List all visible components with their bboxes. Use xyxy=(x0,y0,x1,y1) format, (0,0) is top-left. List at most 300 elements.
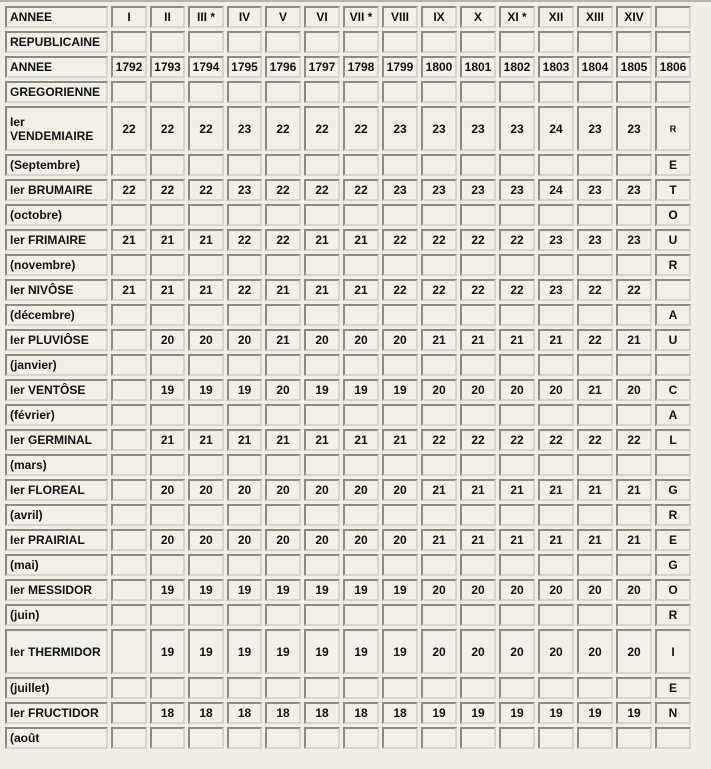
table-cell xyxy=(150,677,185,699)
table-cell xyxy=(343,404,379,426)
table-cell xyxy=(616,31,652,53)
table-cell: 22 xyxy=(499,429,535,451)
table-row xyxy=(5,106,691,151)
table-cell: 1794 xyxy=(188,56,224,78)
table-cell: 1795 xyxy=(227,56,262,78)
table-cell: 22 xyxy=(150,106,185,151)
table-cell xyxy=(616,727,652,749)
row-label: (Septembre) xyxy=(5,154,108,176)
table-cell xyxy=(188,677,224,699)
table-cell xyxy=(460,304,496,326)
table-cell: 20 xyxy=(499,379,535,401)
side-cell: O xyxy=(655,204,691,226)
table-cell: 22 xyxy=(188,106,224,151)
table-cell xyxy=(460,204,496,226)
table-cell xyxy=(150,81,185,103)
table-row xyxy=(5,56,691,78)
table-cell xyxy=(421,677,457,699)
table-cell: 20 xyxy=(538,579,574,601)
table-cell xyxy=(227,304,262,326)
table-cell: 21 xyxy=(188,429,224,451)
table-cell xyxy=(616,404,652,426)
table-cell: 1792 xyxy=(111,56,147,78)
table-cell: 22 xyxy=(460,279,496,301)
table-cell: 20 xyxy=(460,579,496,601)
table-row xyxy=(5,31,691,53)
table-cell: 21 xyxy=(499,529,535,551)
table-cell: XIV xyxy=(616,6,652,28)
table-cell xyxy=(421,154,457,176)
table-cell xyxy=(150,604,185,626)
table-cell: 20 xyxy=(538,379,574,401)
table-cell xyxy=(577,604,613,626)
table-cell: 20 xyxy=(421,379,457,401)
side-cell xyxy=(655,31,691,53)
table-cell xyxy=(538,154,574,176)
table-cell: 1804 xyxy=(577,56,613,78)
row-label: Ier FRIMAIRE xyxy=(5,229,108,251)
table-cell: 18 xyxy=(343,702,379,724)
table-cell: XIII xyxy=(577,6,613,28)
table-cell xyxy=(304,204,340,226)
table-cell xyxy=(616,677,652,699)
table-cell: 19 xyxy=(265,579,301,601)
table-cell: 20 xyxy=(460,629,496,674)
table-cell: 21 xyxy=(304,279,340,301)
table-cell xyxy=(499,254,535,276)
side-cell xyxy=(655,354,691,376)
table-cell xyxy=(460,554,496,576)
side-cell: R xyxy=(655,254,691,276)
table-cell: 22 xyxy=(499,229,535,251)
table-cell: 19 xyxy=(265,629,301,674)
table-cell: 19 xyxy=(616,702,652,724)
table-cell xyxy=(111,404,147,426)
table-cell: 22 xyxy=(382,279,418,301)
table-cell xyxy=(382,31,418,53)
table-cell xyxy=(150,554,185,576)
table-cell: XII xyxy=(538,6,574,28)
table-cell xyxy=(227,254,262,276)
table-cell xyxy=(150,504,185,526)
table-cell: 20 xyxy=(265,529,301,551)
table-cell xyxy=(111,454,147,476)
table-cell xyxy=(616,354,652,376)
side-cell: E xyxy=(655,677,691,699)
table-row xyxy=(5,702,691,724)
table-cell: 20 xyxy=(460,379,496,401)
table-cell xyxy=(265,254,301,276)
row-label: GREGORIENNE xyxy=(5,81,108,103)
table-cell: 19 xyxy=(499,702,535,724)
table-cell: 23 xyxy=(616,229,652,251)
side-cell: C xyxy=(655,379,691,401)
table-cell xyxy=(616,604,652,626)
table-cell xyxy=(499,204,535,226)
table-cell: 22 xyxy=(304,106,340,151)
table-cell xyxy=(265,554,301,576)
table-cell: 22 xyxy=(616,429,652,451)
row-label: (août xyxy=(5,727,108,749)
table-cell xyxy=(111,81,147,103)
row-label: Ier FRUCTIDOR xyxy=(5,702,108,724)
table-cell xyxy=(382,304,418,326)
table-cell xyxy=(577,254,613,276)
table-cell: 21 xyxy=(304,229,340,251)
table-cell: 21 xyxy=(421,329,457,351)
table-cell: I xyxy=(111,6,147,28)
table-cell xyxy=(460,31,496,53)
table-cell: 22 xyxy=(382,229,418,251)
table-cell xyxy=(111,629,147,674)
table-cell xyxy=(343,354,379,376)
table-cell: 19 xyxy=(304,629,340,674)
table-cell: X xyxy=(460,6,496,28)
table-cell: 23 xyxy=(577,179,613,201)
table-cell: 22 xyxy=(577,429,613,451)
table-cell: 22 xyxy=(265,106,301,151)
table-cell xyxy=(616,554,652,576)
row-label: (octobre) xyxy=(5,204,108,226)
table-cell: 1800 xyxy=(421,56,457,78)
table-cell xyxy=(227,677,262,699)
table-cell xyxy=(188,154,224,176)
table-cell: 19 xyxy=(188,629,224,674)
table-cell: 20 xyxy=(343,529,379,551)
table-cell: 22 xyxy=(227,229,262,251)
table-cell: 20 xyxy=(577,579,613,601)
table-cell xyxy=(460,677,496,699)
table-row xyxy=(5,81,691,103)
table-cell xyxy=(577,727,613,749)
table-cell: 21 xyxy=(343,429,379,451)
table-cell xyxy=(421,81,457,103)
side-cell: O xyxy=(655,579,691,601)
table-cell xyxy=(111,504,147,526)
table-cell xyxy=(111,677,147,699)
table-cell xyxy=(265,354,301,376)
table-cell xyxy=(421,604,457,626)
table-cell xyxy=(499,727,535,749)
table-cell xyxy=(616,454,652,476)
table-cell: V xyxy=(265,6,301,28)
table-cell xyxy=(343,31,379,53)
table-cell: VIII xyxy=(382,6,418,28)
side-cell xyxy=(655,6,691,28)
table-cell: 22 xyxy=(265,229,301,251)
table-cell: 19 xyxy=(382,629,418,674)
table-cell: 22 xyxy=(304,179,340,201)
side-cell: I xyxy=(655,629,691,674)
table-cell xyxy=(111,554,147,576)
table-row xyxy=(5,529,691,551)
table-cell xyxy=(343,204,379,226)
table-cell: 19 xyxy=(343,579,379,601)
table-cell xyxy=(343,504,379,526)
table-cell: 21 xyxy=(382,429,418,451)
table-cell xyxy=(499,554,535,576)
table-cell: 19 xyxy=(304,579,340,601)
table-cell: II xyxy=(150,6,185,28)
table-cell xyxy=(421,354,457,376)
table-cell: 22 xyxy=(421,429,457,451)
table-cell: 22 xyxy=(616,279,652,301)
table-cell xyxy=(150,304,185,326)
table-row xyxy=(5,179,691,201)
table-cell: 20 xyxy=(538,629,574,674)
table-cell: 1793 xyxy=(150,56,185,78)
table-cell: 20 xyxy=(421,629,457,674)
table-cell xyxy=(382,504,418,526)
table-row xyxy=(5,254,691,276)
table-cell: 20 xyxy=(616,579,652,601)
table-cell xyxy=(460,154,496,176)
table-cell xyxy=(343,254,379,276)
table-cell xyxy=(227,454,262,476)
table-cell: 21 xyxy=(460,529,496,551)
table-cell xyxy=(265,31,301,53)
table-cell: 19 xyxy=(227,629,262,674)
table-cell: 21 xyxy=(499,329,535,351)
table-cell: 23 xyxy=(499,106,535,151)
table-cell: 21 xyxy=(343,229,379,251)
table-cell: 22 xyxy=(499,279,535,301)
row-label: Ier THERMIDOR xyxy=(5,629,108,674)
table-cell: 1803 xyxy=(538,56,574,78)
table-cell: 23 xyxy=(382,106,418,151)
table-cell xyxy=(538,554,574,576)
table-cell xyxy=(421,404,457,426)
table-cell: 21 xyxy=(616,479,652,501)
table-cell xyxy=(382,204,418,226)
table-cell xyxy=(111,579,147,601)
table-cell: 19 xyxy=(343,629,379,674)
table-cell xyxy=(343,604,379,626)
table-cell: 23 xyxy=(616,179,652,201)
table-cell: 22 xyxy=(577,329,613,351)
table-cell: 21 xyxy=(188,229,224,251)
table-cell xyxy=(111,529,147,551)
table-cell xyxy=(616,504,652,526)
table-cell xyxy=(382,677,418,699)
table-cell: 19 xyxy=(538,702,574,724)
table-cell xyxy=(111,379,147,401)
table-cell: 21 xyxy=(577,529,613,551)
table-cell: 20 xyxy=(227,479,262,501)
table-row xyxy=(5,304,691,326)
table-cell xyxy=(343,727,379,749)
table-cell xyxy=(227,154,262,176)
side-cell: E xyxy=(655,154,691,176)
table-row xyxy=(5,604,691,626)
table-cell xyxy=(265,154,301,176)
table-cell xyxy=(111,479,147,501)
side-cell xyxy=(655,81,691,103)
table-cell: 21 xyxy=(343,279,379,301)
table-cell: 19 xyxy=(382,379,418,401)
table-cell xyxy=(227,204,262,226)
table-cell: 21 xyxy=(150,279,185,301)
table-cell: 21 xyxy=(111,229,147,251)
table-cell xyxy=(499,454,535,476)
table-cell: 23 xyxy=(227,106,262,151)
table-cell xyxy=(304,254,340,276)
table-cell: 18 xyxy=(227,702,262,724)
table-cell: 20 xyxy=(304,329,340,351)
side-cell: U xyxy=(655,329,691,351)
table-cell xyxy=(343,554,379,576)
table-cell xyxy=(227,354,262,376)
table-cell: 19 xyxy=(460,702,496,724)
table-cell xyxy=(577,554,613,576)
row-label: ANNEE xyxy=(5,56,108,78)
side-cell: R xyxy=(655,504,691,526)
table-cell: 21 xyxy=(460,329,496,351)
table-cell xyxy=(577,81,613,103)
row-label: (février) xyxy=(5,404,108,426)
table-cell xyxy=(188,354,224,376)
table-cell: 21 xyxy=(577,479,613,501)
table-cell xyxy=(304,31,340,53)
table-cell xyxy=(150,254,185,276)
row-label: Ier FLOREAL xyxy=(5,479,108,501)
table-cell xyxy=(460,727,496,749)
table-cell xyxy=(577,304,613,326)
table-cell xyxy=(538,31,574,53)
table-row xyxy=(5,204,691,226)
table-cell: 20 xyxy=(343,479,379,501)
table-cell xyxy=(382,81,418,103)
table-cell xyxy=(227,727,262,749)
table-cell xyxy=(304,454,340,476)
table-cell xyxy=(577,154,613,176)
row-label: (mai) xyxy=(5,554,108,576)
table-cell xyxy=(421,504,457,526)
table-cell xyxy=(111,304,147,326)
table-cell xyxy=(304,727,340,749)
table-cell: 22 xyxy=(111,106,147,151)
table-cell: 20 xyxy=(616,629,652,674)
row-label: Ier MESSIDOR xyxy=(5,579,108,601)
side-cell xyxy=(655,727,691,749)
table-cell: 19 xyxy=(150,579,185,601)
table-cell: 20 xyxy=(150,329,185,351)
table-cell xyxy=(577,31,613,53)
table-cell: 1802 xyxy=(499,56,535,78)
table-row xyxy=(5,229,691,251)
table-cell: IX xyxy=(421,6,457,28)
table-cell: 22 xyxy=(227,279,262,301)
table-cell: 20 xyxy=(304,529,340,551)
table-cell xyxy=(111,254,147,276)
table-cell: 20 xyxy=(188,329,224,351)
side-cell: A xyxy=(655,304,691,326)
table-cell: 22 xyxy=(421,229,457,251)
table-cell xyxy=(538,254,574,276)
table-cell xyxy=(111,354,147,376)
table-cell xyxy=(111,329,147,351)
side-cell xyxy=(655,279,691,301)
table-cell xyxy=(421,454,457,476)
side-cell: G xyxy=(655,479,691,501)
table-cell: 21 xyxy=(188,279,224,301)
table-cell xyxy=(421,204,457,226)
table-cell xyxy=(304,504,340,526)
table-cell xyxy=(421,727,457,749)
table-cell xyxy=(616,254,652,276)
table-cell xyxy=(111,204,147,226)
table-cell xyxy=(421,304,457,326)
table-cell xyxy=(382,254,418,276)
table-cell xyxy=(111,727,147,749)
row-label: Ier NIVÔSE xyxy=(5,279,108,301)
table-cell xyxy=(577,354,613,376)
row-label: Ier VENTÔSE xyxy=(5,379,108,401)
table-cell: 21 xyxy=(265,429,301,451)
table-cell xyxy=(304,304,340,326)
table-cell xyxy=(499,154,535,176)
table-cell xyxy=(421,31,457,53)
table-cell xyxy=(188,504,224,526)
table-cell xyxy=(150,404,185,426)
table-cell xyxy=(227,81,262,103)
table-cell xyxy=(265,504,301,526)
table-row xyxy=(5,404,691,426)
table-cell: 18 xyxy=(382,702,418,724)
table-cell: 22 xyxy=(577,279,613,301)
table-cell: 19 xyxy=(227,379,262,401)
table-cell: 21 xyxy=(616,329,652,351)
row-label: (janvier) xyxy=(5,354,108,376)
table-cell: 20 xyxy=(304,479,340,501)
table-cell xyxy=(265,81,301,103)
table-cell: 21 xyxy=(460,479,496,501)
table-row xyxy=(5,329,691,351)
table-cell: 19 xyxy=(150,629,185,674)
table-cell: 22 xyxy=(150,179,185,201)
table-cell xyxy=(616,81,652,103)
table-cell xyxy=(188,554,224,576)
table-cell xyxy=(188,81,224,103)
table-cell xyxy=(227,554,262,576)
table-row xyxy=(5,629,691,674)
table-cell: 24 xyxy=(538,106,574,151)
table-cell xyxy=(499,354,535,376)
table-cell: 20 xyxy=(265,379,301,401)
table-cell: 19 xyxy=(188,379,224,401)
table-cell xyxy=(265,204,301,226)
table-cell: 1801 xyxy=(460,56,496,78)
table-cell xyxy=(265,677,301,699)
table-cell: 21 xyxy=(265,279,301,301)
table-row xyxy=(5,429,691,451)
table-cell: 21 xyxy=(499,479,535,501)
table-cell xyxy=(499,404,535,426)
row-label: ANNEE xyxy=(5,6,108,28)
row-label: (juin) xyxy=(5,604,108,626)
row-label: (mars) xyxy=(5,454,108,476)
table-row xyxy=(5,504,691,526)
table-cell: 19 xyxy=(421,702,457,724)
row-label: Ier GERMINAL xyxy=(5,429,108,451)
table-cell xyxy=(150,31,185,53)
table-cell: 20 xyxy=(150,479,185,501)
side-cell: R xyxy=(655,604,691,626)
table-cell: 23 xyxy=(538,229,574,251)
table-cell: 21 xyxy=(150,229,185,251)
table-cell: 23 xyxy=(499,179,535,201)
table-cell xyxy=(150,154,185,176)
